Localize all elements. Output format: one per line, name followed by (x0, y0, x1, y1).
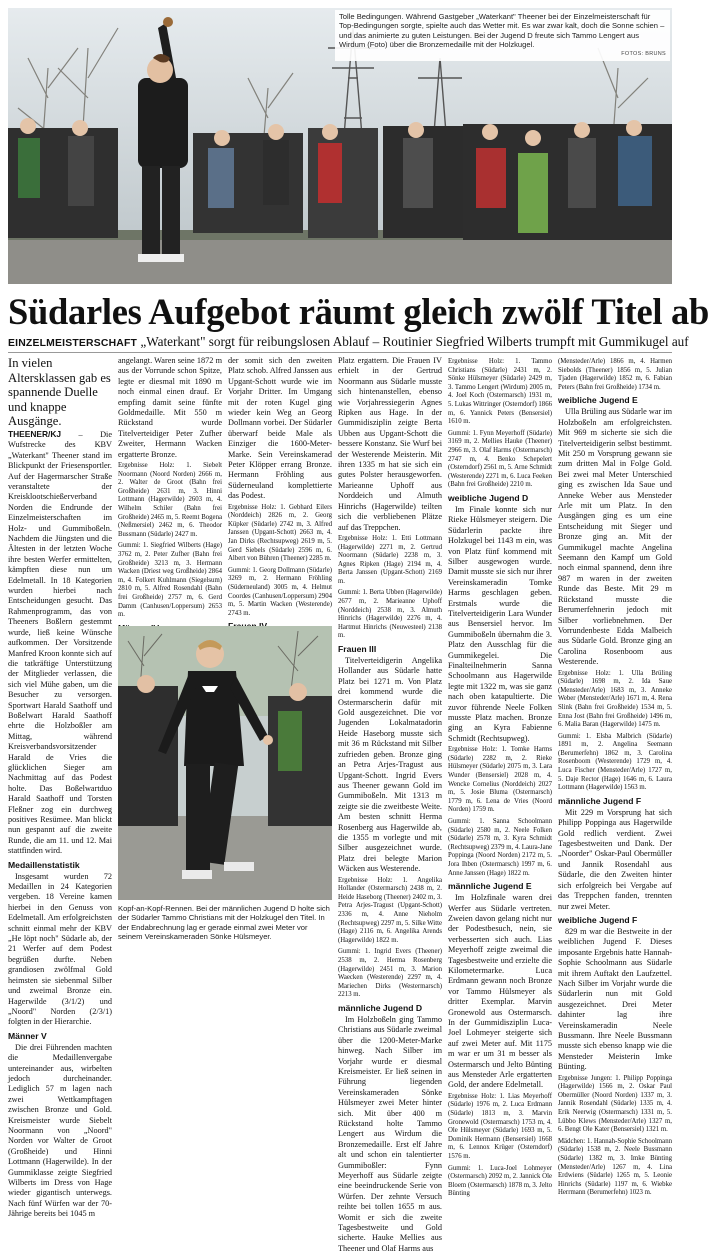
paragraph: 829 m war die Bestweite in der weiblichen Jugend F. Dieses imposante Ergebnis hatte Hannah-Sophie Schoolmann aus Südarle mit ihrem Auftakt den Laufzettel. Nach Silber im Vorjahr wurde die Südarlerin nun mit Gold ausgezeichnet. Drei Meter dahinter lag ihre Vereinskameradin Neele Bussmann. Ihre Neele Bussmann musste sich ebenso knapp wie die Mensteder Meisterin Imke Bünting. (558, 926, 672, 1072)
subline-text: „Waterkant" sorgt für reibungslosen Ablauf – Routinier Siegfried Wilberts trumpft mit Gummikugel auf (140, 334, 689, 349)
results: Ergebnisse Holz: 1. Lias Meyerhoff (Südarle) 1976 m, 2. Luca Erdmann (Südarle) 1813 m, 3. Marvin Gronewold (Ostermarsch) 1753 m, 4. Ole Hülsmeyer (Südarle) 1693 m, 5. Dominik Hermann (Bensersiel) 1668 m, 6. Lennox Krüger (Osterndorf) 1576 m. (448, 1092, 552, 1161)
mid-photo (118, 626, 332, 900)
subhead-maennliche-jugend-f: männliche Jugend F (558, 795, 642, 806)
results: Ergebnisse Holz: 1. Ulla Brüling (Südarle) 1698 m, 2. Ida Saue (Mensteder/Arle) 1683 m, 3. Anneke Weber (Mensteder/Arle) 1671 m, 4. Rena Slink (Bahn frei Großheide) 1534 m, 5. Enna Jost (Bahn frei Großheide) 1496 m, 6. Malia Baran (Hagerwilde) 1475 m. (558, 669, 672, 729)
results: Gummi: 1. Sanna Schoolmann (Südarle) 2580 m, 2. Neele Folken (Südarle) 2578 m, 3. Kyra Schmidt (Rechtsupweg) 2379 m, 4. Laura-Jane Poppinga (Noord Norden) 2172 m, 5. Jora Ihben (Ostermarsch) 1997 m, 6. Anne Janssen (Hage) 1822 m. (448, 818, 552, 877)
results: Ergebnisse Holz: 1. Etti Lottmann (Hagerwilde) 2271 m, 2. Gertrud Noormann (Südarle) 2238 m, 3. Agnes Ripken (Hage) 2194 m, 4. Berta Janssen (Upgant-Schott) 2169 m. (338, 534, 442, 585)
paragraph: Platz ergattern. Die Frauen IV erhielt in der Gertrud Noormann aus Südarle musste sich hintenanstellen, ebenso wie Vorjahressiegerin Agnes Ripken aus Hage. In der Gummidisziplin zeigte Berta Ubben aus Upgant-Schott die bessere Konstanz. Sie Wurf bei der Westerende Meisterin. Mit ihren 1335 m hat sie sich ein gutes Polster herausgeworfen. Marieanne Uphoff aus Norddeich und Almuth Hinrichs (Hagerwilde) teilten sich die verbliebenen Plätze auf das Treppchen. (338, 356, 442, 532)
results: Gummi: 1. Luca-Joel Lohmeyer (Ostermarsch) 2092 m, 2. Jannick Ole Bloem (Ostermarsch) 1878 m, 3. Jelto Bünting (448, 1164, 553, 1198)
subhead-medaillen: Medaillenstatistik (8, 859, 80, 870)
paragraph: Im Holzfinale waren drei Werfer aus Südarle vertreten. Zweien davon gelang nicht nur der Podestbesuch, nein, sie verbesserten sich auch. Lias Meyerhoff zeigte zweimal die Tagesbestweite und erzielte die Kilometermarke. Luca Erdmann gewann noch Bronze vor Tammo Hülsmeyer als dritter Exemplar. Marvin Gronewold aus Ostermarsch. In der Gummidisziplin Luca-Joel Lohmeyer steigerte sich auf zwei Meter auf. Mit 1175 m war er um 31 m besser als Ostermarsch und Jelto Bünting aus Mensteder Arle ergatterten Gold, der andere Edelmetall. (448, 893, 552, 1090)
results: Ergebnisse Holz: 1. Angelika Hollander (Ostermarsch) 2438 m, 2. Heide Haseborg (Theener) 2402 m, 3. Petra Arjes-Tragust (Upgant-Schott) 2336 m, 4. Anne Nieholm (Rechtsupweg) 2297 m, 5. Silke Witte (Hage) 2116 m, 6. Angelika Arends (Hagerwilde) 1822 m. (338, 876, 442, 944)
subhead-weibliche-jugend-e: weibliche Jugend E (558, 395, 638, 406)
divider (8, 352, 672, 353)
subhead-frauen-iii: Frauen III (338, 644, 377, 655)
mid-photo-image (118, 626, 332, 900)
subhead-maennliche-jugend-d: männliche Jugend D (338, 1002, 423, 1013)
results: Gummi: 1. Siegfried Wilberts (Hage) 3762 m, 2. Peter Zufher (Bahn frei Großheide) 3213 m, 3. Hermann Wacken (Driest weg Großheide) 2864 m, 4. Folkert Kuhlmann (Siegelsum) 2810 m, 5. Alfred Rosendahl (Bahn frei Großheide) 2757 m, 6. Gerd Damm (Canhusen/Loppersum) 2653 m. (118, 542, 222, 619)
paragraph: Mit 229 m Vorsprung hat sich Philipp Poppinga aus Hagerwilde Gold redlich verdient. Zwei Tagesbestweiten und Dank. Der „Noorder" Oskar-Paul Obermüller und Jannik Rosendahl aus Südarle, die den Zweiten hinter sich erfolgreich bei Vergabe auf das Treppchen fanden, trennten nur zwei Meter. (558, 807, 672, 911)
paragraph: Insgesamt wurden 72 Medaillen in 24 Kategorien vergeben. 18 Vereine kamen hierbei in den Genuss von Edelmetall. Am erfolgreichsten schnitt einmal mehr der KBV „He löpt noch" Südarle ab, der 21 Werfer auf dem Podest begrüßen durfte. Neben grandiosen zwölfmal Gold heimsten sie siebenmal Silber und zweimal Bronze ein. Hagerwilde (3/1/2) und „Noord" Norden (2/3/1) folgten in der Hierarchie. (8, 871, 112, 1027)
results: Ergebnisse Holz: 1. Tammo Christians (Südarle) 2431 m, 2. Sönke Hülsmeyer (Südarle) 2429 m, 3. Tammo Lengert (Wirdum) 2005 m, 4. Joel Koch (Ostermarsch) 1931 m, 5. Lukas Wittringer (Osterndorf) 1866 m, 6. Yannick Peters (Bensersiel) 1610 m. (448, 358, 552, 426)
paragraph: Im Finale konnte sich nur Rieke Hülsmeyer steigern. Die Südarlerin packte ihre Holzkugel bei 1143 m ein, was von Platz fünf kommend mit Silber ausgewogen wurde. Damit musste sie sich nur ihrer Vereinskameradin Tomke Harms geschlagen geben. Erstmals wurde die Titelverteidigerin Lara Wunder aus Bensersiel hervor. Im Gummiboßeln übernahm die 3. Platz den Ausschlag für die Gummikegelei. Die Finalteilnehmerin Sanna Schoolmann aus Hagerwilde legte mit 1322 m, was sie ganz nach oben katapultierte. Die zuvor führende Neele Folken musste Platz machen. Bronze ging an Kyra Fabienne Schmidt (Rechtsupweg). (448, 504, 552, 743)
paragraph: Die drei Führenden machten die Medaillenvergabe untereinander aus, wirbelten jedoch durcheinander. Lediglich 57 m lagen nach zwei Wettkampftagen zwischen Bronze und Gold. Kreismeister wurde Siebelt Noormann von „Noord" Norden vor Walter de Groot (Großheide) und Hinni Lottmann (Hagerwilde). In der Gummiklasse zeigte Siegfried Wilberts im Dress von Hage wieder gigantisch unterwegs. Nach fünf Würfen war der 70-Jährige bereits bei 1045 m (8, 1042, 112, 1219)
subhead-maenner-v: Männer V (8, 1030, 47, 1041)
column-5 (448, 356, 553, 1198)
lead-text: In vielen Altersklassen gab es spannende Duelle und knappe Ausgänge. (8, 356, 111, 429)
column-3 (228, 356, 332, 621)
results: Gummi: 1. Fynn Meyerhoff (Südarle) 3169 m, 2. Mellies Hauke (Theener) 2966 m, 3. Olaf Harms (Ostermarsch) 2747 m, 4. Benko Schepelert (Osterndorf) 2561 m, 5. Arne Schmidt (Westerende) 2271 m, 6. Luca Feeken (Bahn frei Großheide) 2210 m. (448, 429, 553, 489)
column-2 (118, 356, 222, 621)
paragraph: der somit sich den zweiten Platz schob. Alfred Janssen aus Upgant-Schott wurde wie im Vorjahr Dritter. Im Umgang mit der roten Kugel ging wieder kein Weg an Georg Dollmann vorbei. Der Südarler überwarf beide Male als Einziger die 1600-Meter-Marke. Sein Vereinskamerad Peter Klöpper errang Bronze. Hermann Fröhling aus Süderneuland komplettierte das Podest. (228, 356, 332, 501)
results: Ergebnisse Holz: 1. Siebelt Noormann (Noord Norden) 2666 m, 2. Walter de Groot (Bahn frei Großheide) 2631 m, 3. Hinni Lottmann (Hagerwilde) 2603 m, 4. Wilhelm Schiler (Bahn frei Großheide) 2465 m, 5. Reemt Bogena (Neßmersiel) 2462 m, 6. Theodor Bussmann (Südarle) 2427 m. (118, 462, 222, 538)
subhead-weibliche-jugend-f: weibliche Jugend F (558, 914, 638, 925)
results: Gummi: 1. Ingrid Evers (Theener) 2538 m, 2. Herma Rosenberg (Hagerwilde) 2451 m, 3. Marion Waecken (Westerende) 2297 m, 4. Mariechen Dirks (Westermarsch) 2213 m. (338, 948, 442, 999)
top-photo (8, 8, 672, 284)
paragraph: Im Holzboßeln ging Tammo Christians aus Südarle zweimal über die 1200-Meter-Marke hinweg. Nach Silber im Vorjahr wurde er diesmal Kreismeister. Er ließ seinen in Führung liegenden Vereinskameraden Sönke Hülsmeyer zwei Meter hinter sich. Mit über 400 m Rückstand holte Tammo Lengert aus Wirdum die Bronzemedaille. Erst elf Jahre alt und schon ein talentierter Gummiboßler: Fynn Meyerhoff aus Südarle zeigte eine beeindruckende Serie von Würfen. Der zehnte Versuch reihte bei tollen 1655 m aus. Womit er sich die zweite Tagesbestweite und Gold sicherte. Hauke Mellies aus Theener und Olaf Harms aus (338, 1014, 442, 1253)
column-1 (8, 356, 113, 1219)
subhead-maennliche-jugend-e: männliche Jugend E (448, 881, 532, 892)
dateline: THEENER/KJ (8, 428, 62, 439)
kicker: EINZELMEISTERSCHAFT (8, 338, 138, 349)
results: Gummi: 1. Georg Dollmann (Südarle) 3269 m, 2. Hermann Fröhling (Süderneuland) 3005 m, 4. Helmut Coordes (Canhusen/Loppersum) 2904 m, 5. Martin Wacken (Westerende) 2743 m. (228, 566, 332, 617)
results: Ergebnisse Holz: 1. Tomke Harms (Südarle) 2282 m, 2. Rieke Hülsmeyer (Südarle) 2075 m, 3. Lara Wunder (Bensersiel) 2028 m, 4. Wencke Cornelius (Norddeich) 2027 m, 5. Josie Bluma (Ostermarsch) 1779 m, 6. Lena de Vries (Noord Norden) 1759 m. (448, 746, 552, 814)
headline: Südarles Aufgebot räumt gleich zwölf Titel ab (8, 291, 709, 332)
paragraph: angelangt. Waren seine 1872 m aus der Vorrunde schon Spitze, legte er diesmal mit 1890 m noch einmal einen drauf. Er empfing damit seine fünfte Goldmedaille. Mit 550 m Rückstand wurde Titelverteidiger Peter Zufher Zweiter, Hermann Wacken ergatterte Bronze. (118, 356, 222, 459)
results: Mädchen: 1. Hannah-Sophie Schoolmann (Südarle) 1538 m, 2. Neele Bussmann (Südarle) 1382 m, 3. Imke Bünting (Mensteder/Arle) 1267 m, 4. Lina Erdwiens (Südarle) 1265 m, 5. Leonie Hinrichs (Südarle) 1197 m, 6. Wiebke Herrmann (Berumerfehn) 1023 m. (558, 1137, 672, 1197)
paragraph-text: – Die Wufstrecke des KBV „Waterkant" Theener stand im Blickpunkt der Friesensportler. Auf der Hagermarscher Straße veranstaltete der Kreisklootschießerverband Norden die Endrunde der Einzelmeisterschaften im Holz- und Gummiboßeln. Nachdem die Jüngsten und die Ältesten in der letzten Woche ihre besten Werfer ermittelten, kämpften diese nun um Edelmetall. In 18 Kategorien wurden hierbei nach Entscheidungen gesucht. Das Rahmenprogramm, das von Theeners Boßlern gestemmt wurde, ließ keine Wünsche aufkommen. Der Vorsitzende Manfred Kroon konnte sich auf die tatkräftige Unterstützung der Mitglieder verlassen, die sich viel Mühe gaben, um die Besucher zu versorgen. Sportwart Harald Saathoff und Boßelwart Harald Saathoff ehrte die Holzboßler am Mittag, während Kreisverbandsvorsitzender Harald de Vries die glücklichen Sieger am Nachmittag auf das Podest holte. Das Boßelwartduo Harald Saathoff und Torsten Fleßner zog ein durchweg positives Resümee. Man blickt nun gespannt auf die zweite Runde, die am 11. und 12. Mai stattfinden wird. (8, 429, 113, 856)
paragraph: Titelverteidigerin Angelika Hollander aus Südarle hatte Platz bei 1271 m. Von Platz drei kommend wurde die Ostermarscherin dafür mit Gold ausgezeichnet. Die vor Jugenden Lokalmatadorin Heide Haseborg musste sich mit 36 m Rückstand mit Silber zufrieden geben. Bronze ging an Petra Arjes-Tragust aus Upgant-Schott. Ingrid Evers aus Theener gewann Gold im Gummiboßeln. Mit 1313 m zeigte sie die zweitbeste Weite. Am besten schnitt Herma Rosenberg aus Hagerwilde ab, die 1355 m vorlegte und mit Silber ausgezeichnet wurde. Platz drei belegte Marion Wäcken aus Westerende. (338, 656, 442, 874)
column-6 (558, 356, 673, 1197)
subline (8, 334, 689, 352)
mid-photo-caption: Kopf-an-Kopf-Rennen. Bei der männlichen Jugend D holte sich der Südarler Tammo Christians mit der Holzkugel den Titel. In der Endabrechnung lag er gerade einmal zwei Meter vor seinem Vereinskameraden Sönke Hülsmeyer. (118, 904, 330, 942)
paragraph: Ulla Brüling aus Südarle war im Holzboßeln am erfolgreichsten. Mit 969 m sicherte sie sich die Titelverteidigerin selbst bestimmt. Mit 250 m Vorsprung gewann sie zum dritten Mal in Folge Gold. Bei zwei mal Meter Unterschied ging es zwischen Ida Saue und Anneke Weber aus Mensteder Arle mit um Platz. In den Ausgängen ging es um eine Entscheidung mit Sieger und Bronze ging an. Mit der Gummikugel machte Angelina Seemann den Kampf um Gold noch einmal spannend, denn ihre 987 m waren in der zweiten Runde das Beste. Mit 29 m Rückstand musste die Berumerfehnerin jedoch mit Silber vorliebnehmen. Der Vorrundenbeste Edda Malbeich aus Südarle Gold. Bronze ging an Carolina Rosenboom aus Westerende. (558, 407, 673, 667)
subhead-weibliche-jugend-d: weibliche Jugend D (448, 492, 529, 503)
results: (Mensteder/Arle) 1866 m, 4. Harmen Siebolds (Theener) 1856 m, 5. Julian Tjaden (Hagerwilde) 1852 m, 6. Fabian Peters (Bahn frei Großheide) 1734 m. (558, 358, 672, 391)
top-photo-caption (335, 10, 670, 61)
paragraph (8, 429, 112, 857)
results: Ergebnisse Holz: 1. Gebhard Eilers (Norddeich) 2826 m, 2. Georg Küpker (Südarle) 2742 m, 3. Alfred Janssen (Upgant-Schott) 2663 m, 4. Jan Dirks (Rechtsupweg) 2619 m, 5. Gerd Siebels (Südarle) 2596 m, 6. Albert von Bühren (Theener) 2285 m. (228, 503, 332, 563)
photo-credit: FOTOS: BRUNS (621, 50, 666, 57)
results: Gummi: 1. Berta Ubben (Hagerwilde) 2677 m, 2. Marieanne Uphoff (Norddeich) 2538 m, 3. Almuth Hinrichs (Hagerwilde) 2276 m, 4. Hartmut Hinrichs (Neuwesteel) 2138 m. (338, 589, 442, 640)
top-photo-caption-text: Tolle Bedingungen. Während Gastgeber „Waterkant" Theener bei der Einzelmeisterschaft für Top-Bedingungen sorgte, spielte auch das Wetter mit. Es war zwar kalt, doch die Sonne schien – und das animierte zu guten Leistungen. Bei der Jugend D freute sich Tammo Lengert aus Wirdum (Foto) über die Bronzemedaille mit der Holzkugel. (339, 12, 665, 50)
results: Gummi: 1. Elsba Malbrich (Südarle) 1891 m, 2. Angelina Seemann (Berumerfehn) 1862 m, 3. Carolina Rosenboom (Westerende) 1729 m, 4. Luca Fischer (Mensteder/Arle) 1727 m, 5. Daje Rector (Hage) 1646 m, 6. Laura Lottmann (Hagerwilde) 1563 m. (558, 732, 672, 792)
results: Ergebnisse Jungen: 1. Philipp Poppinga (Hagerwilde) 1566 m, 2. Oskar Paul Obermüller (Noord Norden) 1337 m, 3. Jannik Rosendahl (Südarle) 1335 m, 4. Erik Neerwig (Ostermarsch) 1331 m, 5. Lübbo Klews (Mensteder/Arle) 1327 m, 6. Bengt Ole Kater (Bensersiel) 1321 m. (558, 1074, 672, 1134)
column-4 (338, 356, 442, 1253)
